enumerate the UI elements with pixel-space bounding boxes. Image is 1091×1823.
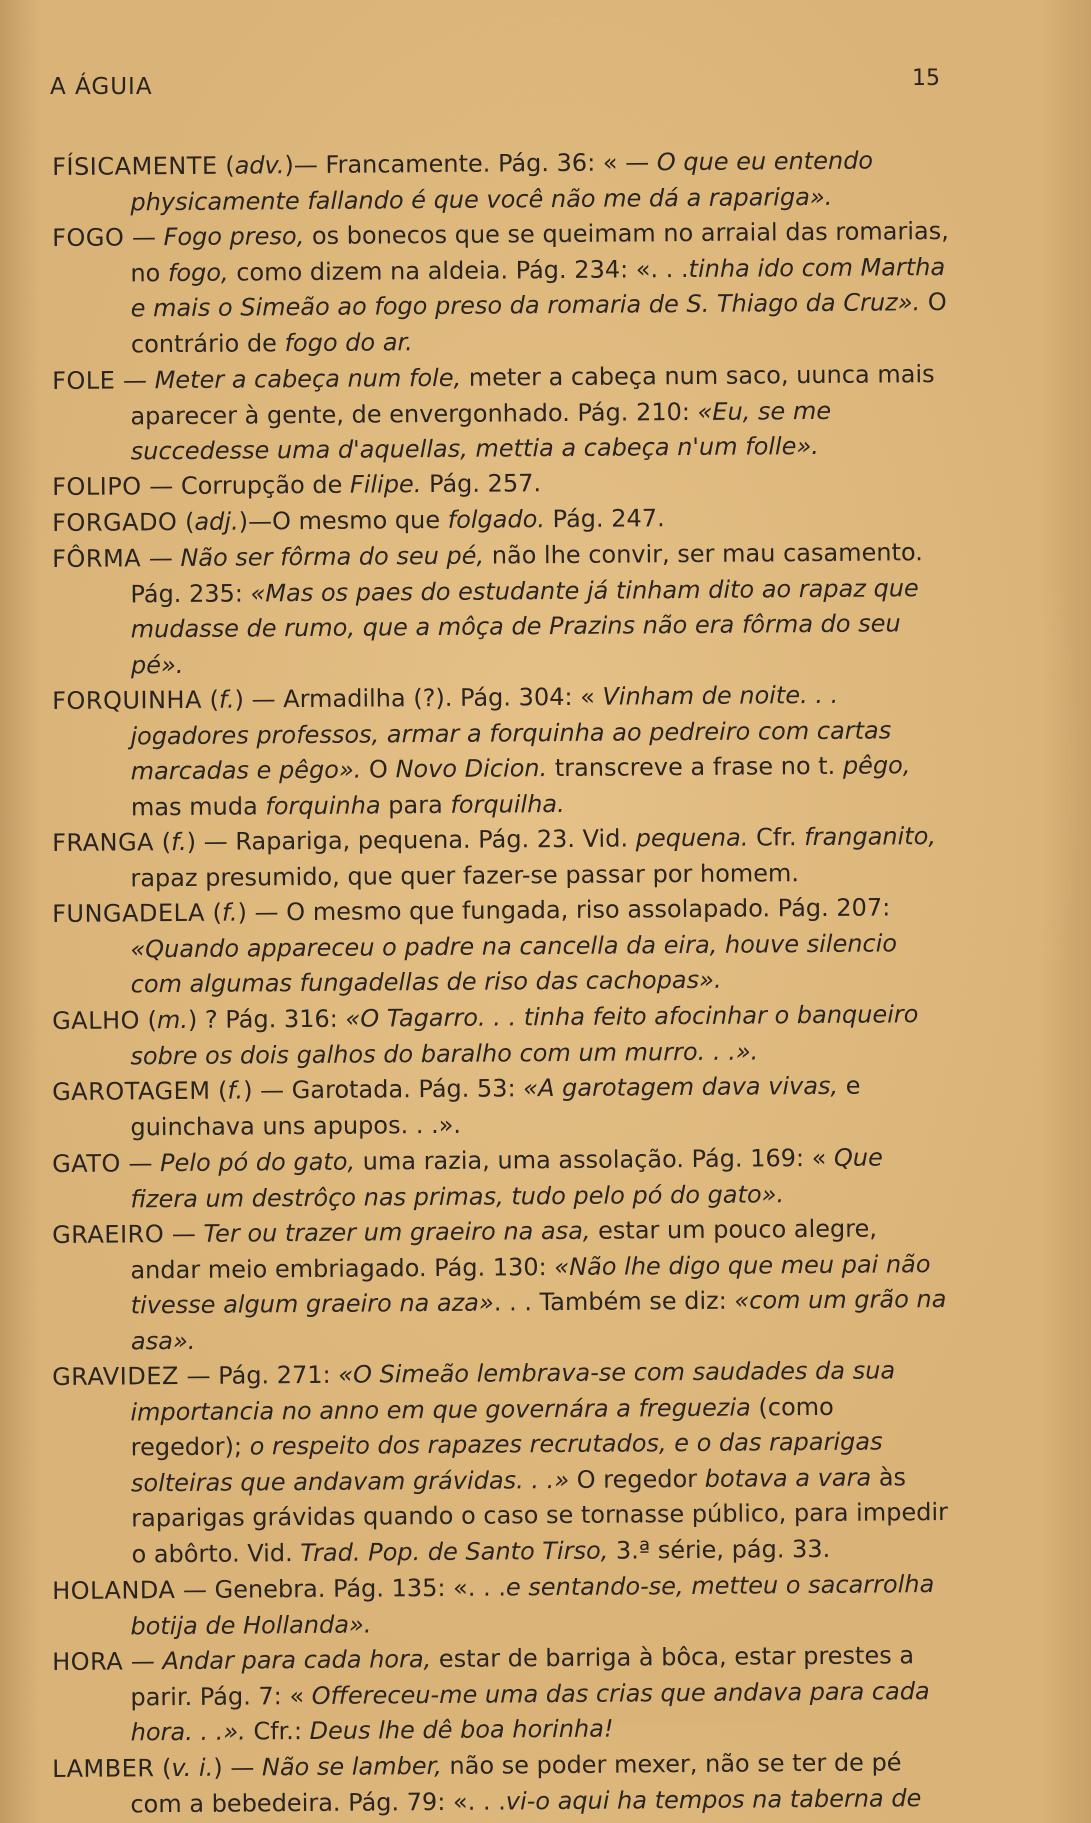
entry-text: estar de barriga à bôca, estar prestes a parir. Pág. 7: « — [130, 1641, 915, 1711]
entry-headword: FORQUINHA — [52, 685, 203, 715]
entry-text: não se poder mexer, não se ter de pé com a bebedeira. Pág. 79: «. . . — [130, 1748, 902, 1818]
entry-headword: GRAVIDEZ — [52, 1362, 180, 1392]
entry-text: não lhe convir, ser mau casamento. Pág. 235: — [130, 537, 923, 608]
entry-text: ) — Rapariga, pequena. Pág. 23. Vid. — [186, 824, 636, 857]
entry-text: ) — Armadilha (?). Pág. 304: « — [234, 682, 603, 714]
entry-italic-text: forquilha. — [450, 789, 565, 819]
running-head: A ÁGUIA — [50, 74, 153, 100]
entry-text: Pág. 247. — [544, 504, 665, 534]
entry-text: — — [141, 543, 181, 572]
entry-headword: FOLE — [52, 366, 116, 395]
page-number: 15 — [912, 66, 940, 91]
entry-italic-text: botava a vara — [704, 1463, 872, 1493]
entry-italic-text: Que fizera um destrôço nas primas, tudo pelo pó do gato». — [130, 1143, 883, 1213]
entry-italic-text: Fogo preso, — [163, 222, 305, 252]
entry-italic-text: fogo do ar. — [284, 328, 413, 358]
entry-text: uma razia, uma assolação. Pág. 169: « — [354, 1143, 835, 1176]
entry-italic-text: f. — [221, 899, 238, 928]
entry-text: 3.ª série, pág. 33. — [608, 1535, 831, 1565]
entry-text: )— Francamente. Pág. 36: « — — [284, 148, 657, 180]
entry-headword: FOLIPO — [52, 472, 142, 502]
entry-italic-text: pequena. — [635, 823, 749, 853]
entry-text: ( — [177, 507, 195, 536]
entry-italic-text: tinha ido com Martha e mais o Simeão ao fogo preso da romaria de S. Thiago da Cruz». — [130, 252, 946, 323]
entry-italic-text: Trad. Pop. de Santo Tirso, — [300, 1536, 609, 1568]
entry-italic-text: Não ser fôrma do seu pé, — [180, 541, 485, 572]
entry-text: ( — [210, 1077, 228, 1106]
entry-text: rapaz presumido, que quer fazer-se passar por homem. — [130, 859, 800, 893]
entry-text: ) — — [213, 1753, 263, 1782]
entry-italic-text: f. — [170, 828, 187, 857]
entry-headword: LAMBER — [52, 1753, 155, 1783]
entry-italic-text: e sentando-se, metteu o sacarrolha botija de Hollanda». — [130, 1569, 935, 1640]
entry-italic-text: Ter ou trazer um graeiro na asa, — [203, 1216, 591, 1248]
entry-text: ) — Garotada. Pág. 53: — [243, 1074, 524, 1105]
entry-italic-text: «Quando appareceu o padre na cancella da eira, houve silencio com algumas fungadellas de riso das cachopas». — [130, 929, 898, 1000]
entry-text: . . . Também se diz: — [493, 1286, 735, 1317]
entry-text: estar um pouco alegre, andar meio embriagado. Pág. 130: — [130, 1214, 878, 1284]
entry-text: — — [124, 223, 164, 252]
entry-text: ) ? Pág. 316: — [187, 1004, 346, 1035]
entry-text: como dizem na aldeia. Pág. 234: «. . . — [228, 254, 689, 287]
entry-headword: FOGO — [52, 223, 125, 253]
entry-headword: HOLANDA — [52, 1575, 176, 1605]
entry-italic-text: adj. — [194, 507, 239, 536]
glossary-entry — [52, 1638, 953, 1752]
entry-text: mas muda — [130, 792, 266, 822]
entry-text: — Pág. 271: — [178, 1360, 339, 1391]
entry-italic-text: pêgo, — [842, 751, 911, 780]
entry-italic-text: O que eu entendo physicamente fallando é que você não me dá a rapariga». — [130, 146, 874, 216]
entry-headword: FÍSICAMENTE — [52, 151, 218, 181]
entry-italic-text: vi-o aqui ha tempos na taberna de — [505, 1783, 922, 1815]
entry-text: Cfr. — [748, 823, 805, 852]
entry-italic-text: forquinha — [265, 791, 381, 821]
entry-text: ( — [139, 1006, 158, 1035]
entry-text: ( — [153, 828, 172, 857]
entry-italic-text: Deus lhe dê boa horinha! — [309, 1714, 614, 1746]
entry-text: ( — [204, 899, 223, 928]
entry-text: (como regedor); — [130, 1392, 834, 1462]
entry-italic-text: v. i. — [171, 1753, 214, 1782]
entry-text: ( — [154, 1753, 172, 1782]
entry-italic-text: folgado. — [447, 505, 546, 534]
entry-text: Cfr.: — [245, 1717, 310, 1746]
entry-italic-text: «Não lhe digo que meu pai não tivesse algum graeiro na aza» — [130, 1249, 931, 1320]
glossary-entry — [52, 1567, 953, 1645]
entry-italic-text: Pelo pó do gato, — [159, 1147, 356, 1177]
glossary-entry — [52, 1068, 953, 1146]
glossary-entry — [52, 1353, 954, 1574]
entry-italic-text: «Eu, se me succedesse uma d'aquellas, mettia a cabeça n'um folle». — [130, 396, 832, 466]
glossary-entry — [52, 819, 953, 897]
entry-italic-text: Meter a cabeça num fole, — [154, 363, 462, 394]
entry-italic-text: m. — [156, 1006, 189, 1035]
glossary-entry — [52, 1140, 953, 1218]
entry-text: às raparigas grávidas quando o caso se tornasse público, para impedir o abôrto. Vid. — [131, 1463, 949, 1569]
entry-italic-text: Novo Dicion. — [395, 754, 548, 784]
entry-headword: GAROTAGEM — [52, 1077, 211, 1107]
entry-italic-text: «A garotagem dava vivas, — [523, 1072, 839, 1103]
entry-italic-text: Não se lamber, — [261, 1751, 442, 1782]
entry-headword: GATO — [52, 1149, 121, 1178]
entry-text: — Genebra. Pág. 135: «. . . — [175, 1573, 507, 1604]
glossary-entry — [52, 534, 953, 683]
entry-text: meter a cabeça num saco, uunca mais aparecer à gente, de envergonhado. Pág. 210: — [130, 359, 935, 430]
entry-italic-text: f. — [218, 685, 235, 714]
entry-italic-text: «O Simeão lembrava-se com saudades da sua importancia no anno em que governára a freguezia — [130, 1356, 896, 1427]
glossary-entry — [52, 214, 953, 363]
entry-headword: FORGADO — [52, 507, 178, 537]
glossary-entry — [52, 997, 953, 1075]
entry-italic-text: adv. — [234, 151, 285, 180]
entry-text: O regedor — [568, 1464, 705, 1494]
entry-text: transcreve a frase no t. — [547, 751, 843, 783]
entry-text: — — [123, 1647, 163, 1676]
entry-text: ( — [201, 685, 220, 714]
glossary-entry — [52, 143, 953, 221]
entry-headword: GALHO — [52, 1006, 141, 1036]
glossary-entry — [52, 1211, 953, 1360]
entry-headword: FÔRMA — [52, 543, 142, 573]
entry-italic-text: Filipe. — [349, 470, 422, 500]
entry-headword: FUNGADELA — [52, 899, 206, 929]
entry-text: para — [380, 790, 451, 820]
entry-headword: GRAEIRO — [52, 1219, 165, 1249]
entry-italic-text: franganito, — [804, 822, 937, 852]
entry-italic-text: «O Tagarro. . . tinha feito afocinhar o banqueiro sobre os dois galhos do baralho com um murro. . .». — [130, 1000, 919, 1071]
entry-text: e guinchava uns apupos. . .». — [130, 1072, 861, 1142]
entry-text: O — [361, 755, 396, 784]
entry-text: — — [115, 365, 155, 395]
glossary-entry — [52, 677, 953, 826]
entry-text: O contrário de — [130, 288, 947, 359]
entry-italic-text: Vinham de noite. . . jogadores professos, armar a forquinha ao pedreiro com cartas marcadas e pêgo». — [130, 680, 892, 786]
glossary-entry — [52, 890, 953, 1004]
entry-text: ( — [217, 151, 235, 180]
entry-italic-text: Andar para cada hora, — [162, 1644, 432, 1676]
entry-text: — — [164, 1219, 204, 1248]
entry-text: ) — O mesmo que fungada, riso assolapado. Pág. 207: — [237, 893, 891, 928]
entry-italic-text: fogo, — [167, 258, 229, 287]
entry-headword: HORA — [52, 1647, 124, 1676]
entry-italic-text: «Mas os paes do estudante já tinham dito ao rapaz que mudasse de rumo, que a môça de Prazins não era fôrma do seu pé». — [130, 573, 919, 679]
entry-text: )—O mesmo que — [238, 505, 448, 536]
entry-italic-text: Offereceu-me uma das crias que andava para cada hora. . .». — [130, 1676, 930, 1747]
glossary-entry — [52, 356, 953, 470]
entry-headword: FRANGA — [52, 828, 155, 858]
entry-text: Pág. 257. — [421, 469, 542, 499]
entry-text: — Corrupção de — [141, 471, 351, 501]
glossary-entries — [52, 146, 952, 1823]
entry-italic-text: f. — [227, 1076, 244, 1106]
entry-text: — — [120, 1148, 161, 1178]
entry-text: os bonecos que se queimam no arraial das romarias, no — [130, 217, 949, 288]
entry-italic-text: o respeito dos rapazes recrutados, e o das raparigas solteiras que andavam grávidas. . .» — [130, 1427, 883, 1498]
glossary-entry — [52, 1745, 953, 1823]
entry-italic-text: «com um grão na asa». — [130, 1284, 947, 1355]
